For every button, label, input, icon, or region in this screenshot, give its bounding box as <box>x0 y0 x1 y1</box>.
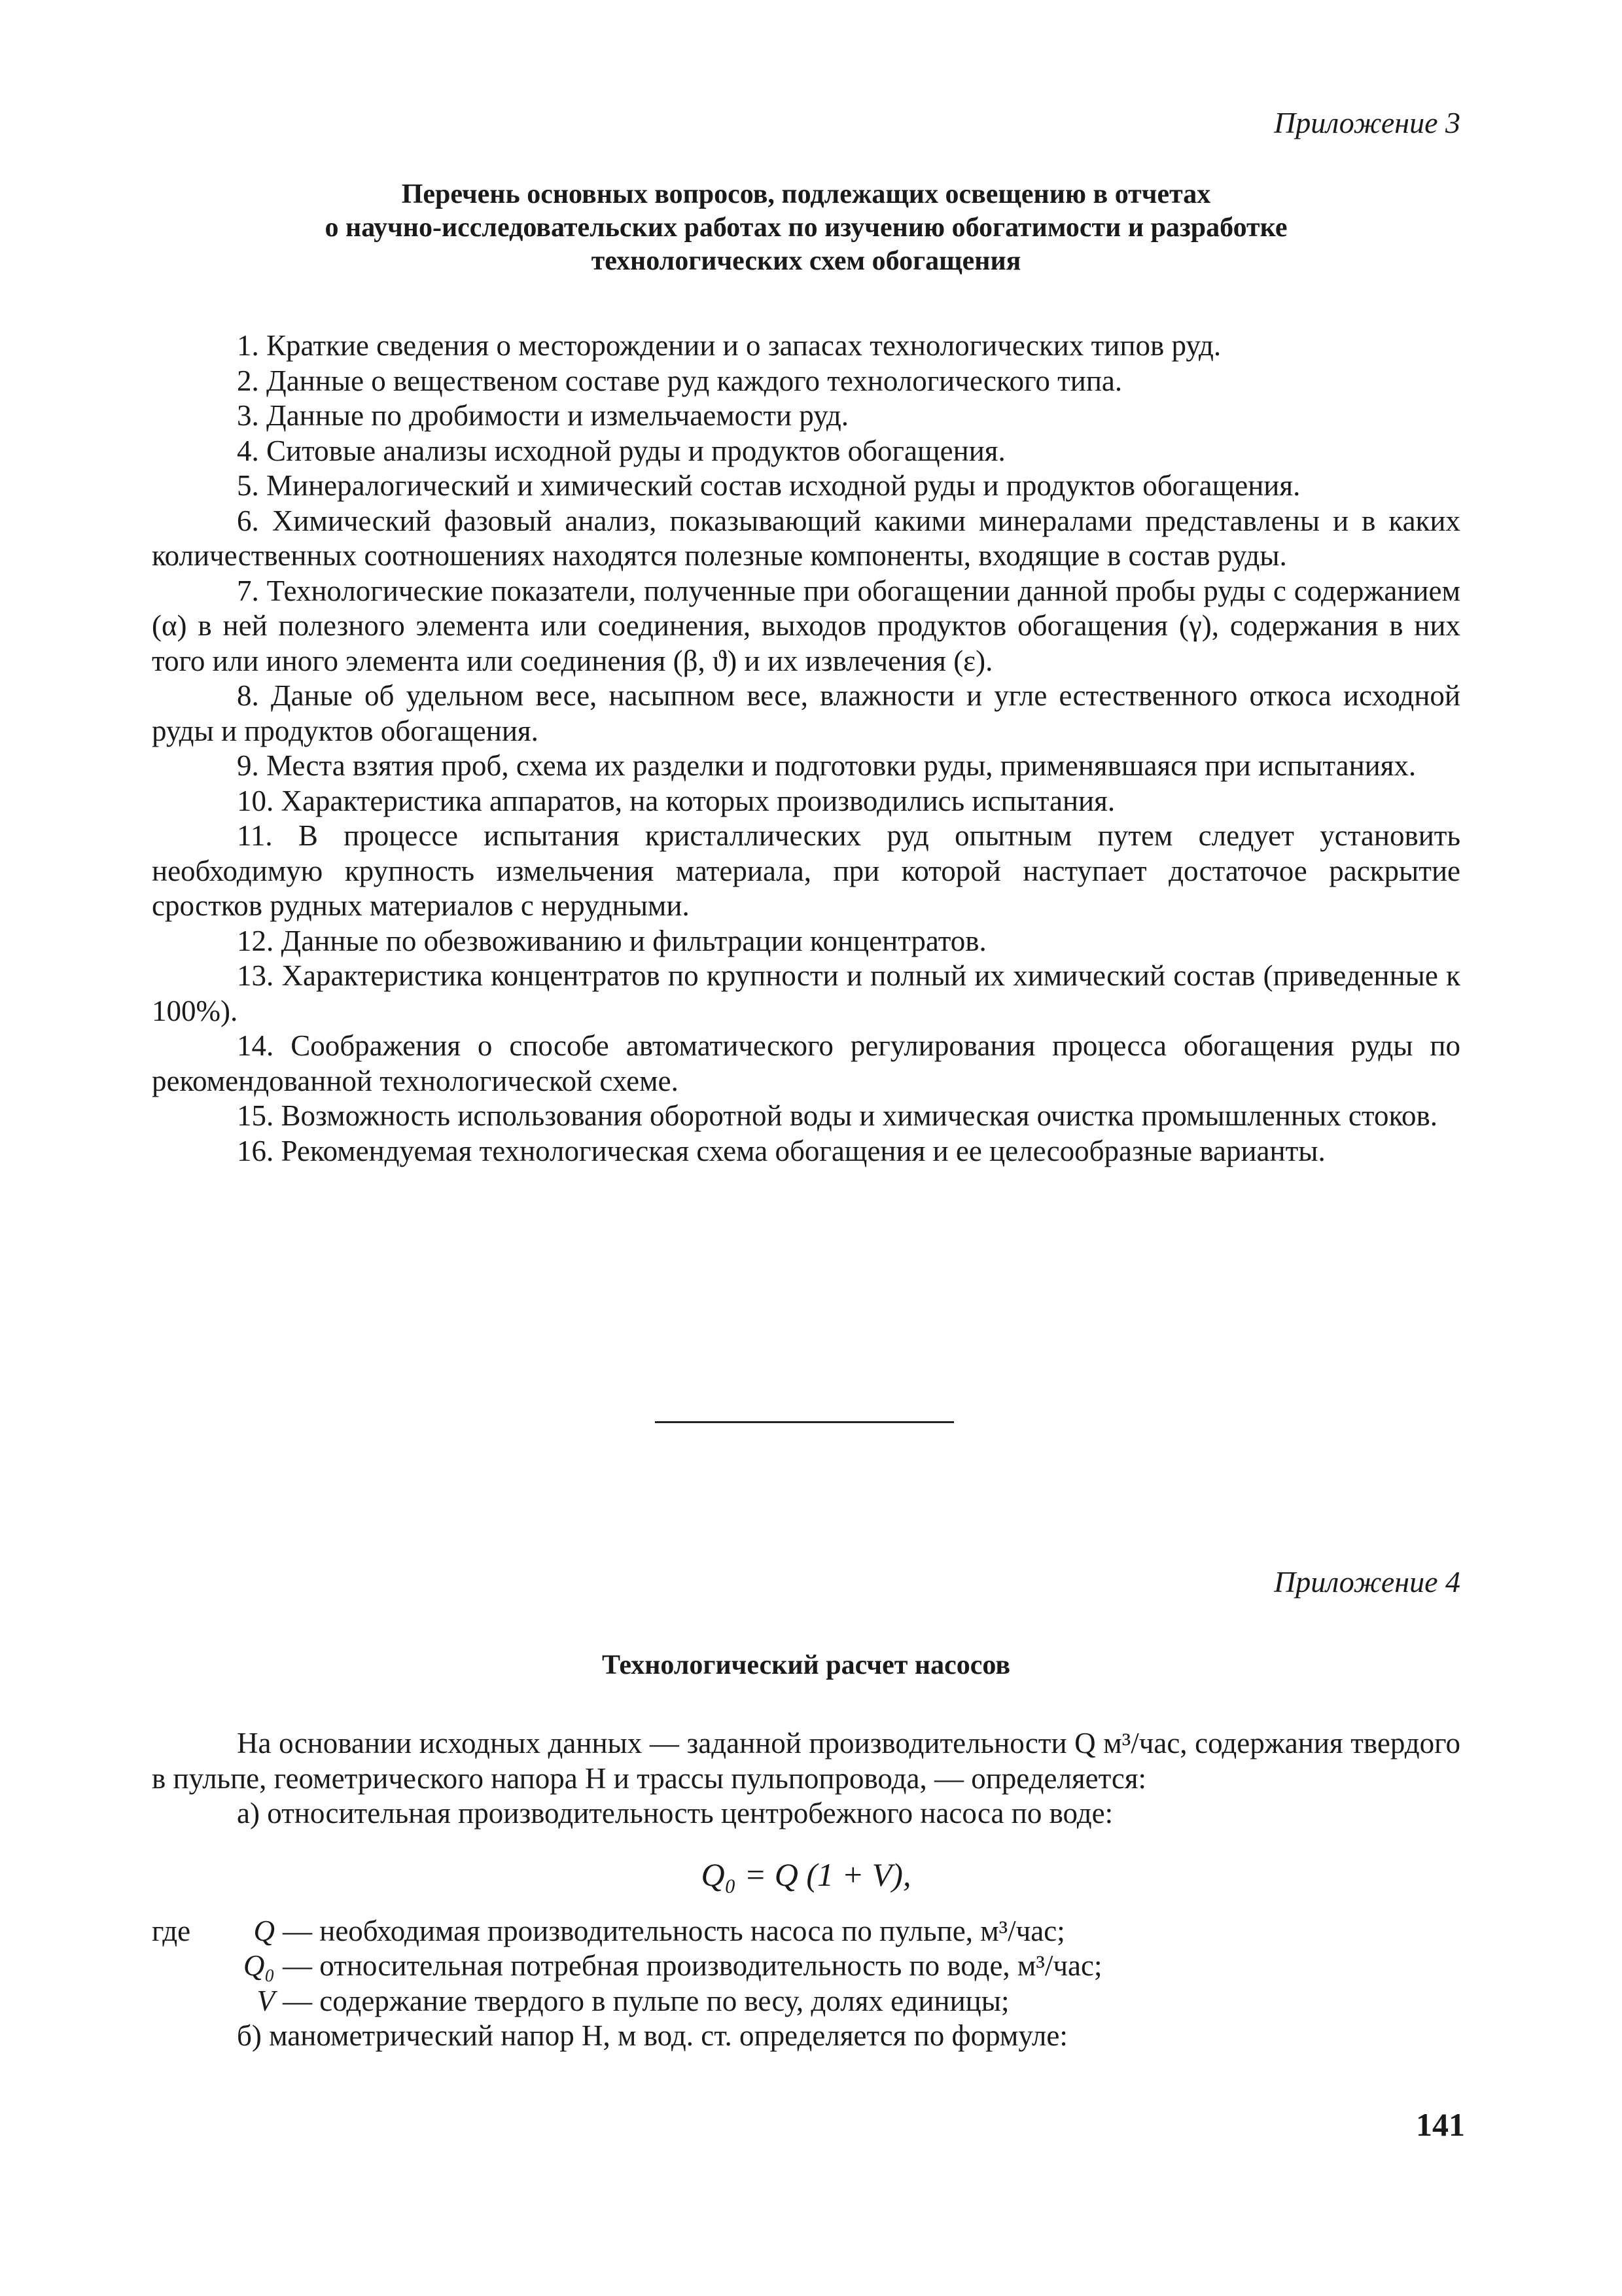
page-number: 141 <box>1416 2106 1465 2143</box>
definition-symbol: Q₀ <box>243 1949 275 1982</box>
definition-symbol: V <box>256 1984 275 2017</box>
list-item: 3. Данные по дробимости и измельчаемости руд. <box>237 399 849 432</box>
list-item: 9. Места взятия проб, схема их разделки и подготовки руды, применявшаяся при испытаниях. <box>237 749 1417 782</box>
appendix-3-label-block <box>152 105 1460 141</box>
list-item: 6. Химический фазовый анализ, показывающий какими минералами представлены и в каких количественных соотношениях находятся полезные компоненты, входящие в состав руды. <box>152 504 1460 572</box>
list-item: 16. Рекомендуемая технологическая схема обогащения и ее целесообразные варианты. <box>237 1134 1326 1167</box>
where-word: где <box>152 1914 191 1947</box>
appendix-3-title-line: Перечень основных вопросов, подлежащих освещению в отчетах <box>401 179 1211 209</box>
list-item: 1. Краткие сведения о месторождении и о запасах технологических типов руд. <box>237 329 1222 362</box>
appendix-3-title <box>152 178 1460 278</box>
appendix-4-label: Приложение 4 <box>1273 1565 1460 1598</box>
list-item: 15. Возможность использования оборотной воды и химическая очистка промышленных стоков. <box>237 1099 1438 1132</box>
list-item: 10. Характеристика аппаратов, на которых производились испытания. <box>237 784 1116 817</box>
definition-symbol: Q <box>253 1914 275 1947</box>
definition-text: — необходимая производительность насоса по пульпе, м³/час; <box>283 1914 1065 1947</box>
appendix-3-list <box>152 328 1460 1169</box>
item-a: а) относительная производительность центробежного насоса по воде: <box>237 1797 1114 1829</box>
appendix-4-label-block <box>152 1564 1460 1600</box>
appendix-3-label: Приложение 3 <box>1273 106 1460 139</box>
list-item: 14. Соображения о способе автоматического регулирования процесса обогащения руды по рекомендованной технологической схеме. <box>152 1029 1460 1097</box>
list-item: 13. Характеристика концентратов по крупности и полный их химический состав (приведенные к 100%). <box>152 959 1460 1027</box>
list-item: 4. Ситовые анализы исходной руды и продуктов обогащения. <box>237 434 1006 467</box>
appendix-3-title-line: технологических схем обогащения <box>591 246 1021 276</box>
appendix-4-title: Технологический расчет насосов <box>601 1650 1010 1680</box>
list-item: 7. Технологические показатели, полученные при обогащении данной пробы руды с содержанием (α) в ней полезного элемента или соединения, выходов продуктов обогащения (γ), содержания в них того или иного элемента или соединения (β, ϑ) и их извлечения (ε). <box>152 574 1460 677</box>
appendix-4-body <box>152 1726 1460 2054</box>
definition-row <box>152 1984 1460 2019</box>
item-b: б) манометрический напор H, м вод. ст. определяется по формуле: <box>237 2019 1068 2052</box>
definition-row <box>152 1914 1460 1949</box>
appendix-4-title-block <box>152 1649 1460 1682</box>
definition-row <box>152 1949 1460 1984</box>
formula: Q₀ = Q (1 + V), <box>701 1856 911 1893</box>
list-item: 2. Данные о вещественом составе руд каждого технологического типа. <box>237 364 1123 397</box>
list-item: 12. Данные по обезвоживанию и фильтрации концентратов. <box>237 924 987 957</box>
appendix-3-title-line: о научно-исследовательских работах по изучению обогатимости и разработке <box>325 213 1288 243</box>
section-divider <box>655 1421 954 1423</box>
list-item: 5. Минералогический и химический состав исходной руды и продуктов обогащения. <box>237 469 1301 502</box>
list-item: 11. В процессе испытания кристаллических руд опытным путем следует установить необходимую крупность измельчения материала, при которой наступает достаточое раскрытие сростков рудных материалов с нерудными. <box>152 819 1460 922</box>
definition-text: — содержание твердого в пульпе по весу, долях единицы; <box>283 1984 1010 2017</box>
intro-paragraph: На основании исходных данных — заданной производительности Q м³/час, содержания твердого в пульпе, геометрического напора H и трассы пульпопровода, — определяется: <box>152 1727 1460 1795</box>
list-item: 8. Даные об удельном весе, насыпном весе, влажности и угле естественного откоса исходной руды и продуктов обогащения. <box>152 679 1460 747</box>
definition-text: — относительная потребная производительность по воде, м³/час; <box>283 1949 1102 1982</box>
